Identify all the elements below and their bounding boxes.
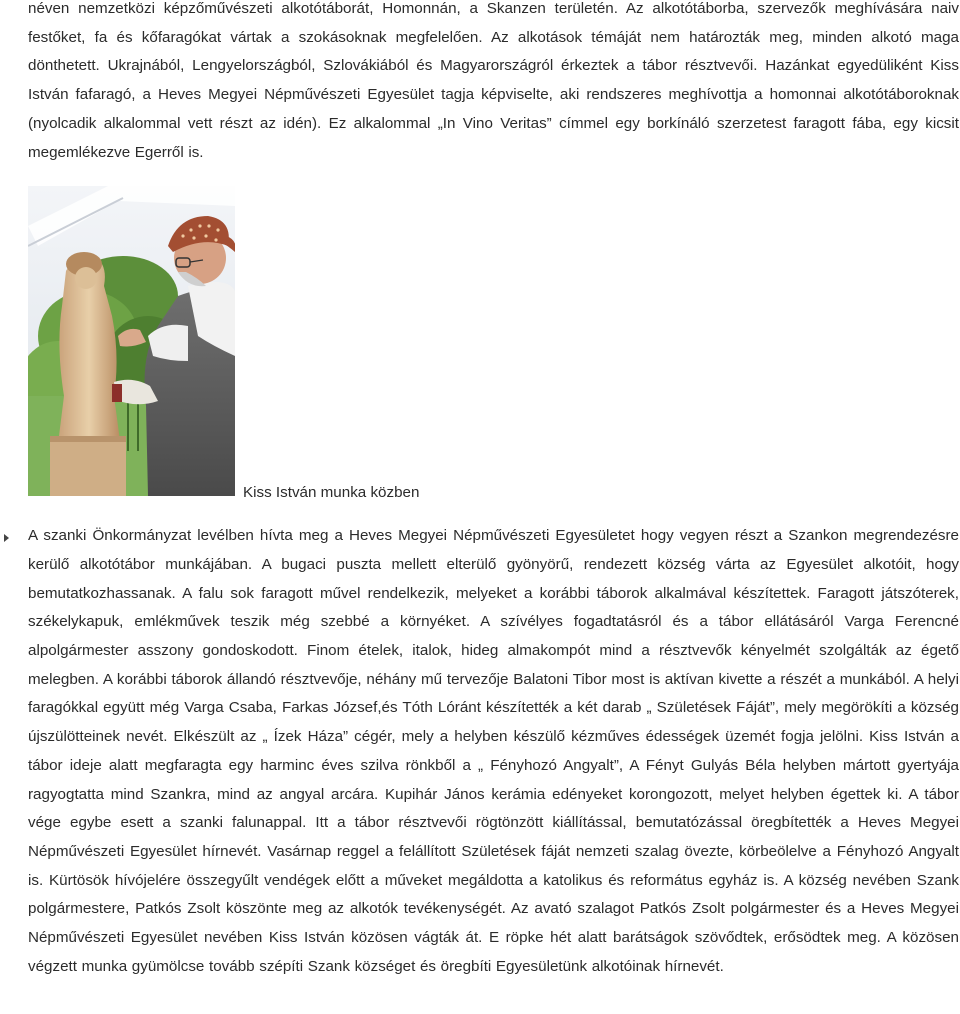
photo-figure [28, 186, 959, 502]
bulleted-paragraph [28, 522, 959, 981]
article-body [28, 0, 959, 981]
woodcarver-photo [28, 186, 235, 496]
bullet-marker-icon [4, 534, 9, 542]
photo-caption: Kiss István munka közben [243, 484, 420, 502]
main-paragraph: A szanki Önkormányzat levélben hívta meg a Heves Megyei Népművészeti Egyesületet hogy vegyen részt a Szankon megrendezésre kerülő alkotótábor munkájában. A bugaci puszta mellett elterülő gyönyörű, rendezett község várta az Egyesület alkotóit, hogy bemutatkozhassanak. A falu sok faragott művel rendelkezik, melyeket a korábbi táborok alkalmával készítettek. Faragott játszóterek, székelykapuk, emlékművek teszik még szebbé a környéket. A szívélyes fogadtatásról és a tábor ellátásáról Varga Ferencné alpolgármester asszony gondoskodott. Finom ételek, italok, hideg almakompót mind a résztvevők kényelmét szolgálták az égető melegben. A korábbi táborok állandó résztvevője, néhány mű tervezője Balatoni Tibor most is aktívan kivette a részét a munkából. A helyi faragókkal együtt még Varga Csaba, Farkas József,és Tóth Lóránt készítették a két darab „ Születések Fáját”, mely megörökíti a község újszülötteinek nevét. Elkészült az „ Ízek Háza” cégér, mely a helyben készülő kézműves édességek üzemét fogja jelölni. Kiss István a tábor ideje alatt megfaragta egy harminc éves szilva rönkből a „ Fényhozó Angyalt”, A Fényt Gulyás Béla helyben mártott gyertyája ragyogtatta mind Szankra, mind az angyal arcára. Kupihár János kerámia edényeket korongozott, melyet helyben égettek ki. A tábor vége egybe esett a szanki falunappal. Itt a tábor résztvevői rögtönzött kiállítással, bemutatózással öregbítették a Heves Megyei Népművészeti Egyesület hírnevét. Vasárnap reggel a felállított Születések fáját nemzeti szalag övezte, körbeölelve a Fényhozó Angyalt is. Kürtösök hívójelére összegyűlt vendégek előtt a műveket megáldotta a katolikus és református egyház is. A község nevében Szank polgármestere, Patkós Zsolt köszönte meg az alkotók tevékenységét. Az avató szalagot Patkós Zsolt polgármester és a Heves Megyei Népművészeti Egyesület nevében Kiss István közösen vágták át. E röpke hét alatt barátságok szövődtek, erősödtek meg. A közösen végzett munka gyümölcse tovább szépíti Szank községet és öregbíti Egyesületünk alkotóinak hírnevét. [28, 527, 959, 975]
intro-paragraph: néven nemzetközi képzőművészeti alkotótáborát, Homonnán, a Skanzen területén. Az alkotótáborba, szervezők meghívására naiv festőket, fa és kőfaragókat vártak a szokásoknak megfelelően. Az alkotások témáját nem határozták meg, minden alkotó maga dönthetett. Ukrajnából, Lengyelországból, Szlovákiából és Magyarországról érkeztek a tábor résztvevői. Hazánkat egyedüliként Kiss István fafaragó, a Heves Megyei Népművészeti Egyesület tagja képviselte, aki rendszeres meghívottja a homonnai alkotótáboroknak (nyolcadik alkalommal vett részt az idén). Ez alkalommal „In Vino Veritas” címmel egy borkínáló szerzetest faragott fába, egy kicsit megemlékezve Egerről is. [28, 0, 959, 161]
